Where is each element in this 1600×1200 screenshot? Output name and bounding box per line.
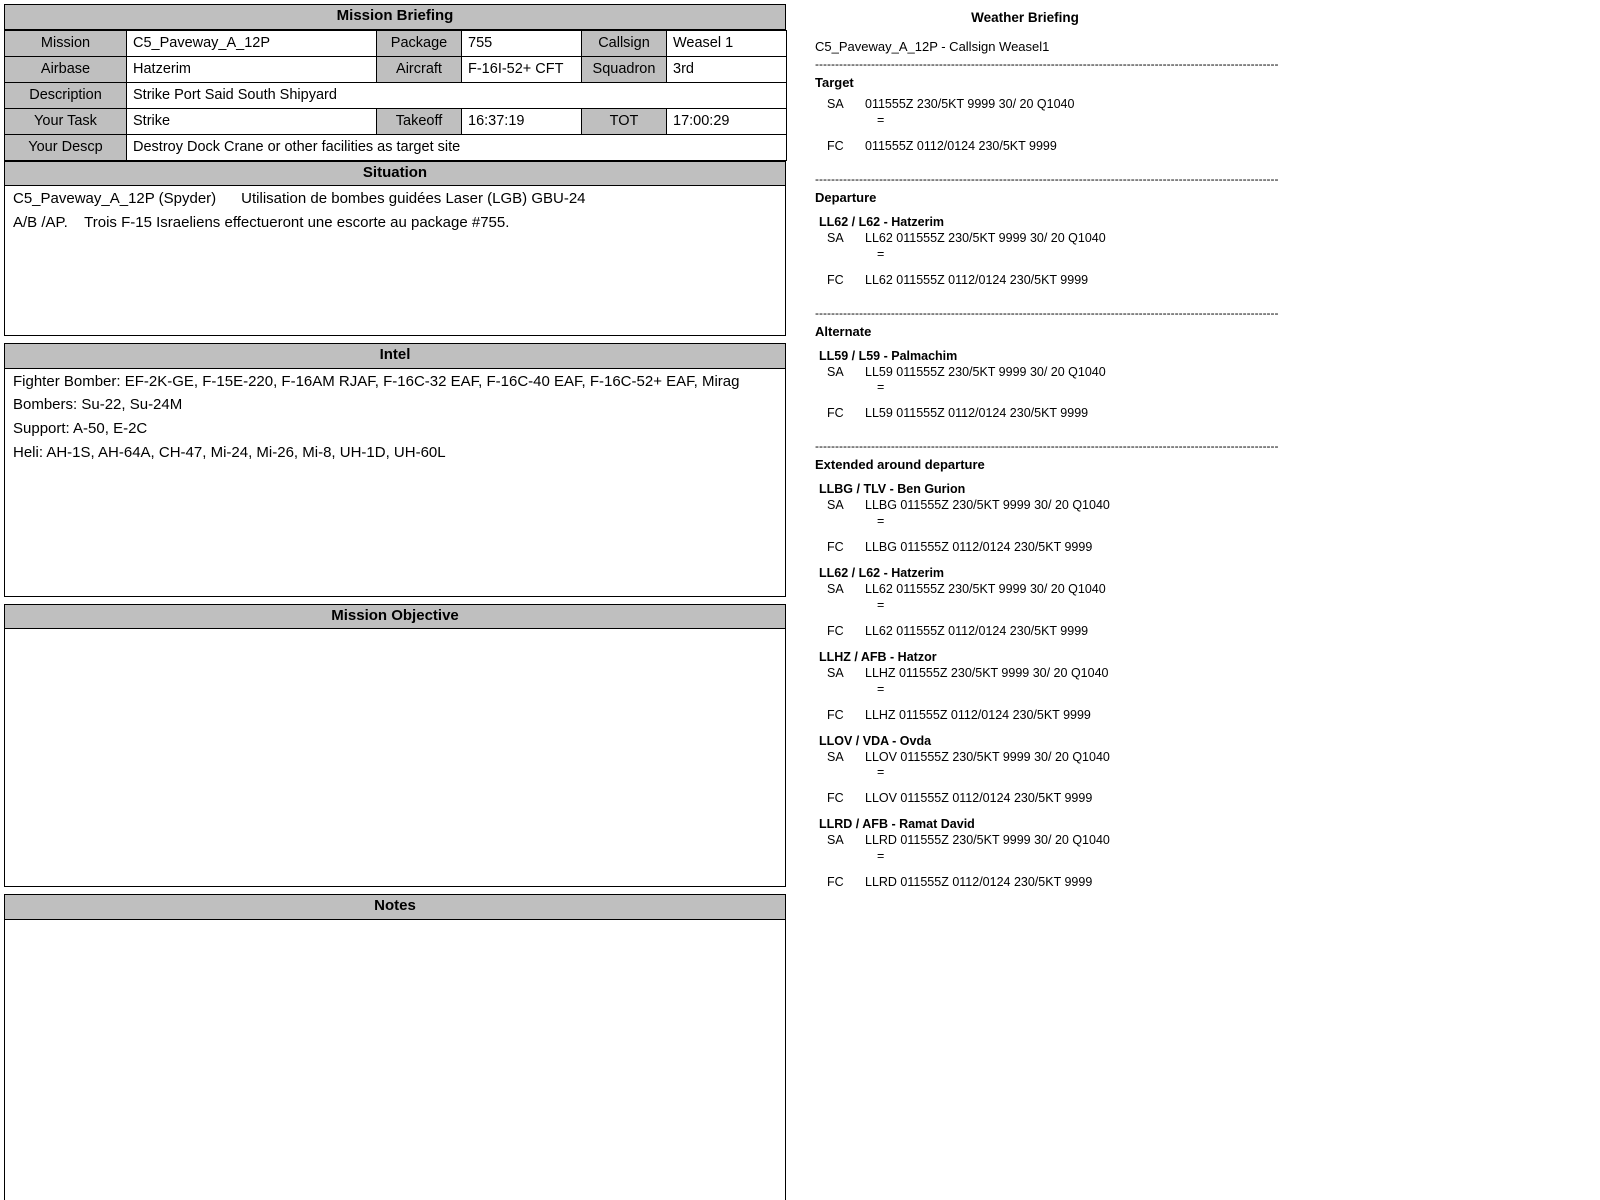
situation-body	[4, 186, 786, 336]
metar-row	[815, 581, 1575, 598]
divider: --------------------------------------------------------------------------------------------------------------------	[815, 171, 1279, 186]
takeoff-value[interactable]: 16:37:19	[462, 108, 582, 134]
divider: --------------------------------------------------------------------------------------------------------------------	[815, 439, 1279, 454]
sa-tag: SA	[827, 364, 844, 379]
mission-briefing-panel	[4, 4, 786, 1200]
mission-objective-header: Mission Objective	[4, 604, 786, 630]
spacer	[815, 422, 1575, 436]
tot-value[interactable]: 17:00:29	[667, 108, 787, 134]
spacer	[815, 262, 1575, 271]
description-label: Description	[5, 82, 127, 108]
weather-section-extended: Extended around departure	[815, 457, 985, 473]
spacer	[4, 597, 786, 604]
metar-terminator: =	[877, 597, 885, 612]
sa-tag: SA	[827, 230, 844, 245]
callsign-label: Callsign	[582, 30, 667, 56]
spacer	[815, 529, 1575, 538]
spacer	[815, 128, 1575, 137]
mission-objective-body	[4, 629, 786, 887]
squadron-label: Squadron	[582, 56, 667, 82]
weather-briefing-panel	[815, 10, 1575, 891]
divider: --------------------------------------------------------------------------------------------------------------------	[815, 305, 1279, 320]
metar-terminator: =	[877, 681, 885, 696]
package-value[interactable]: 755	[462, 30, 582, 56]
aircraft-label: Aircraft	[377, 56, 462, 82]
sa-tag: SA	[827, 833, 844, 848]
divider: --------------------------------------------------------------------------------------------------------------------	[815, 57, 1279, 71]
fc-text: LLOV 011555Z 0112/0124 230/5KT 9999	[865, 791, 1093, 806]
weather-briefing-subtitle: C5_Paveway_A_12P - Callsign Weasel1	[815, 39, 1050, 54]
station-name: LL62 / L62 - Hatzerim	[819, 214, 945, 229]
spacer	[815, 289, 1575, 303]
weather-briefing-title: Weather Briefing	[971, 10, 1079, 25]
weather-section-target: Target	[815, 75, 854, 90]
fc-text: LL62 011555Z 0112/0124 230/5KT 9999	[865, 623, 1089, 638]
fc-tag: FC	[827, 138, 844, 153]
metar-row	[815, 497, 1575, 514]
weather-section-alternate: Alternate	[815, 323, 872, 339]
intel-body	[4, 369, 786, 597]
spacer	[815, 780, 1575, 789]
callsign-value[interactable]: Weasel 1	[667, 30, 787, 56]
notes-body	[4, 920, 786, 1200]
takeoff-label: Takeoff	[377, 108, 462, 134]
metar-terminator: =	[877, 849, 885, 864]
sa-tag: SA	[827, 498, 844, 513]
spacer	[4, 887, 786, 894]
taf-row	[815, 138, 1575, 155]
table-row	[5, 30, 787, 56]
your-descp-value[interactable]: Destroy Dock Crane or other facilities as target site	[127, 134, 787, 160]
intel-line: Fighter Bomber: EF-2K-GE, F-15E-220, F-16AM RJAF, F-16C-32 EAF, F-16C-40 EAF, F-16C-52+ EAF, Mirag	[13, 372, 740, 390]
fc-text: LLHZ 011555Z 0112/0124 230/5KT 9999	[865, 707, 1091, 722]
fc-text: LLBG 011555Z 0112/0124 230/5KT 9999	[865, 540, 1093, 555]
sa-text: LLBG 011555Z 230/5KT 9999 30/ 20 Q1040	[865, 498, 1110, 513]
squadron-value[interactable]: 3rd	[667, 56, 787, 82]
taf-row	[815, 405, 1575, 422]
spacer	[815, 155, 1575, 169]
package-label: Package	[377, 30, 462, 56]
metar-terminator: =	[877, 514, 885, 529]
taf-row	[815, 623, 1575, 640]
taf-row	[815, 874, 1575, 891]
sa-text: LLOV 011555Z 230/5KT 9999 30/ 20 Q1040	[865, 749, 1110, 764]
taf-row	[815, 272, 1575, 289]
station-name: LLRD / AFB - Ramat David	[819, 817, 975, 832]
spacer	[815, 864, 1575, 873]
sa-tag: SA	[827, 582, 844, 596]
metar-row	[815, 96, 1575, 113]
metar-terminator: =	[877, 380, 885, 395]
mission-label: Mission	[5, 30, 127, 56]
situation-header: Situation	[4, 161, 786, 187]
spacer	[815, 697, 1575, 706]
fc-text: LLRD 011555Z 0112/0124 230/5KT 9999	[865, 875, 1093, 890]
fc-tag: FC	[827, 623, 844, 638]
sa-tag: SA	[827, 97, 844, 111]
sa-text: LLHZ 011555Z 230/5KT 9999 30/ 20 Q1040	[865, 665, 1109, 680]
sa-text: LLRD 011555Z 230/5KT 9999 30/ 20 Q1040	[865, 833, 1110, 848]
intel-line: Heli: AH-1S, AH-64A, CH-47, Mi-24, Mi-26, Mi-8, UH-1D, UH-60L	[13, 443, 446, 461]
airbase-label: Airbase	[5, 56, 127, 82]
mission-value[interactable]: C5_Paveway_A_12P	[127, 30, 377, 56]
weather-section-departure: Departure	[815, 189, 877, 205]
mission-briefing-table	[4, 30, 787, 161]
metar-terminator: =	[877, 765, 885, 780]
spacer	[815, 613, 1575, 622]
notes-header: Notes	[4, 894, 786, 920]
fc-text: 011555Z 0112/0124 230/5KT 9999	[865, 138, 1057, 153]
taf-row	[815, 707, 1575, 724]
metar-row	[815, 665, 1575, 682]
sa-text: LL62 011555Z 230/5KT 9999 30/ 20 Q1040	[865, 230, 1106, 245]
intel-header: Intel	[4, 343, 786, 369]
metar-row	[815, 364, 1575, 381]
fc-tag: FC	[827, 540, 844, 555]
fc-tag: FC	[827, 272, 844, 287]
station-name: LL59 / L59 - Palmachim	[819, 348, 958, 363]
metar-row	[815, 230, 1575, 247]
fc-tag: FC	[827, 875, 844, 890]
metar-row	[815, 832, 1575, 849]
sa-tag: SA	[827, 749, 844, 764]
table-row	[5, 56, 787, 82]
your-task-label: Your Task	[5, 108, 127, 134]
fc-text: LL59 011555Z 0112/0124 230/5KT 9999	[865, 406, 1089, 421]
station-name: LLBG / TLV - Ben Gurion	[819, 482, 966, 497]
sa-text: LL59 011555Z 230/5KT 9999 30/ 20 Q1040	[865, 364, 1106, 379]
fc-tag: FC	[827, 707, 844, 722]
fc-tag: FC	[827, 791, 844, 806]
sa-text: LL62 011555Z 230/5KT 9999 30/ 20 Q1040	[865, 582, 1106, 596]
airbase-value[interactable]: Hatzerim	[127, 56, 377, 82]
your-task-value[interactable]: Strike	[127, 108, 377, 134]
situation-line: A/B /AP. Trois F-15 Israeliens effectueront une escorte au package #755.	[13, 213, 510, 231]
table-row	[5, 82, 787, 108]
station-name: LL62 / L62 - Hatzerim	[819, 566, 945, 580]
mission-briefing-header: Mission Briefing	[4, 4, 786, 30]
table-row	[5, 134, 787, 160]
station-name: LLOV / VDA - Ovda	[819, 733, 932, 748]
metar-terminator: =	[877, 112, 885, 127]
intel-line: Support: A-50, E-2C	[13, 420, 148, 437]
taf-row	[815, 539, 1575, 556]
tot-label: TOT	[582, 108, 667, 134]
sa-text: 011555Z 230/5KT 9999 30/ 20 Q1040	[865, 97, 1075, 111]
intel-line: Bombers: Su-22, Su-24M	[13, 396, 183, 414]
spacer	[815, 395, 1575, 404]
description-value[interactable]: Strike Port Said South Shipyard	[127, 82, 787, 108]
metar-row	[815, 749, 1575, 766]
aircraft-value[interactable]: F-16I-52+ CFT	[462, 56, 582, 82]
sa-tag: SA	[827, 665, 844, 680]
fc-text: LL62 011555Z 0112/0124 230/5KT 9999	[865, 272, 1089, 287]
fc-tag: FC	[827, 406, 844, 421]
situation-line: C5_Paveway_A_12P (Spyder) Utilisation de bombes guidées Laser (LGB) GBU-24	[13, 190, 586, 207]
metar-terminator: =	[877, 246, 885, 261]
table-row	[5, 108, 787, 134]
station-name: LLHZ / AFB - Hatzor	[819, 649, 937, 664]
taf-row	[815, 790, 1575, 807]
spacer	[4, 336, 786, 343]
your-descp-label: Your Descp	[5, 134, 127, 160]
